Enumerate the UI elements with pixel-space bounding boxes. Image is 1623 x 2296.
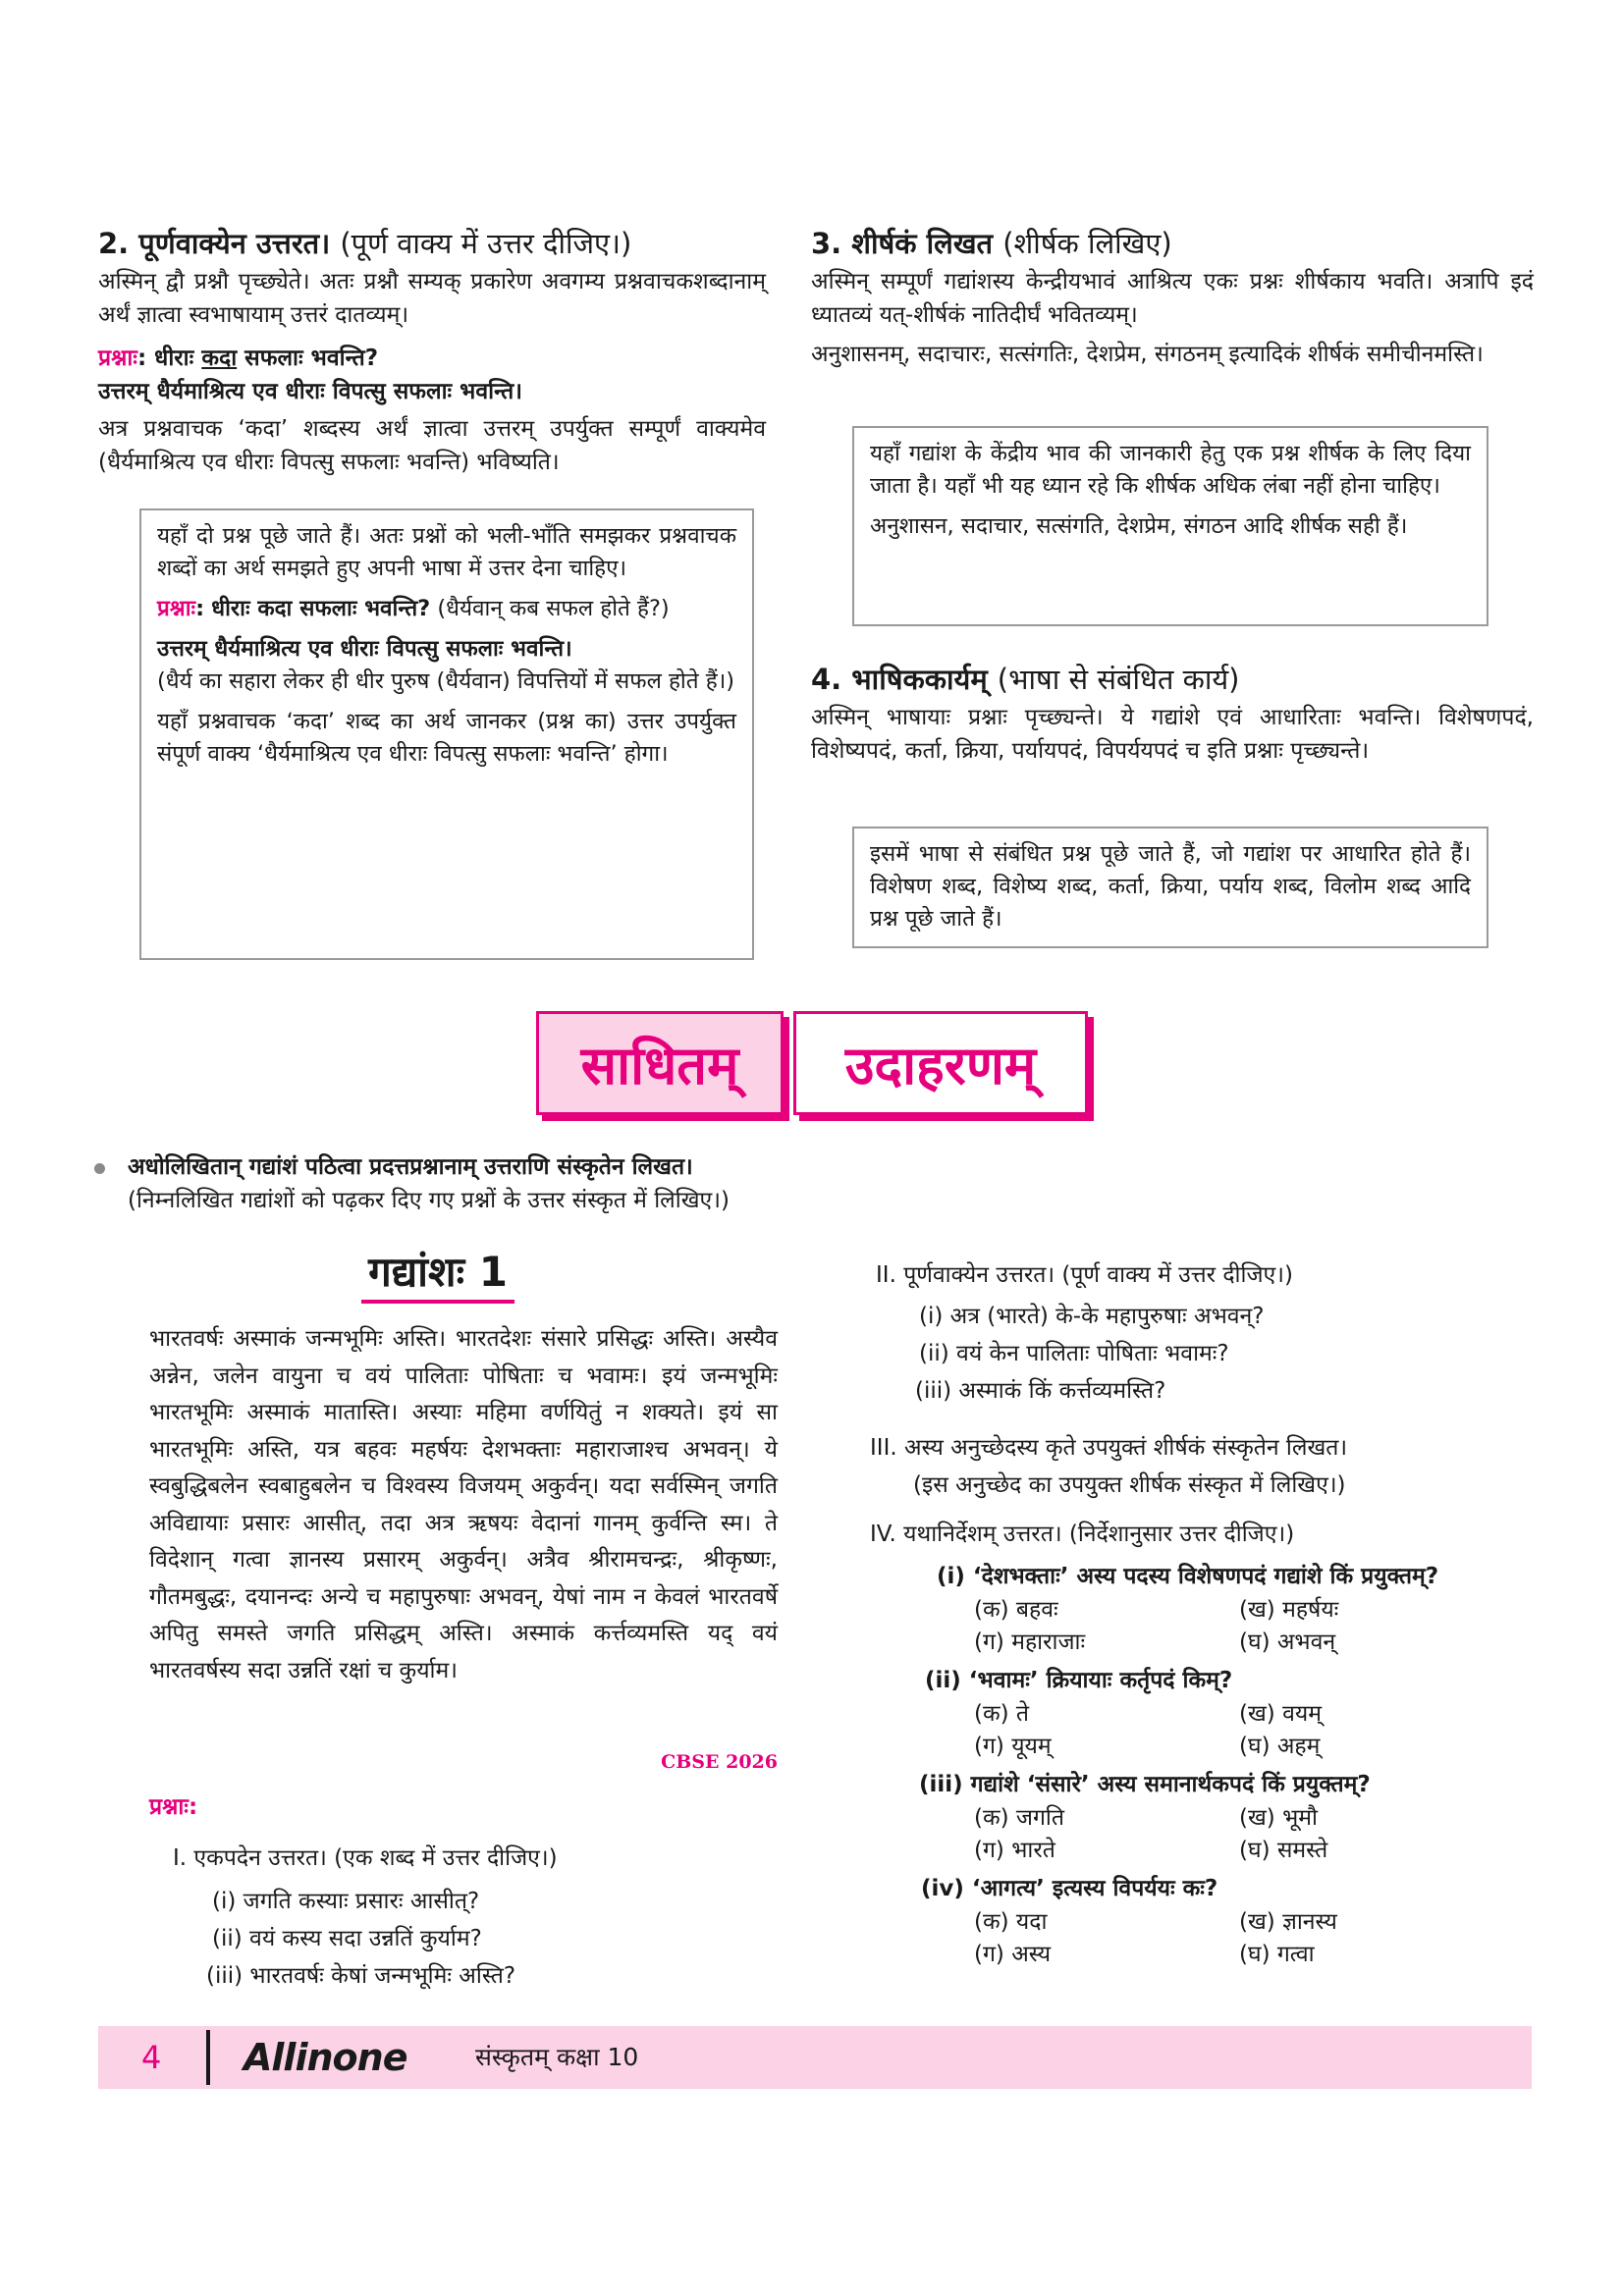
section-2-intro: अस्मिन् द्वौ प्रश्नौ पृच्छ्येते। अतः प्रश्नौ सम्यक् प्रकारेण अवगम्य प्रश्नवाचकशब्दानाम् अर्थं ज्ञात्वा स्वभाषायाम् उत्तरं दातव्यम्।	[98, 269, 766, 328]
section-2-explain: अत्र प्रश्नवाचक ‘कदा’ शब्दस्य अर्थं ज्ञात्वा उत्तरम् उपर्युक्त सम्पूर्णं वाक्यमेव (धैर्यमाश्रित्य एव धीराः विपत्सु सफलाः भवन्ति) भविष्यति।	[98, 416, 766, 475]
option: (ख) वयम्	[1239, 1701, 1322, 1727]
box-2-question: प्रश्नाः: धीराः कदा सफलाः भवन्ति? (धैर्यवान् कब सफल होते हैं?)	[157, 596, 670, 621]
option: (क) बहवः	[974, 1597, 1058, 1623]
passage-title: गद्यांशः 1	[361, 1245, 514, 1304]
question-2-item: (i) अत्र (भारते) के-के महापुरुषाः अभवन्?	[919, 1304, 1265, 1329]
option: (ग) महाराजाः	[974, 1629, 1086, 1655]
banner-right: उदाहरणम्	[793, 1011, 1088, 1115]
section-2-heading: 2. पूर्णवाक्येन उत्तरत। (पूर्ण वाक्य में उत्तर दीजिए।)	[98, 227, 632, 260]
instruction-sanskrit: अधोलिखितान् गद्यांशं पठित्वा प्रदत्तप्रश्नानाम् उत्तराणि संस्कृतेन लिखत।	[128, 1154, 693, 1180]
bullet-icon	[94, 1163, 105, 1174]
question-4-heading: IV. यथानिर्देशम् उत्तरत। (निर्देशानुसार उत्तर दीजिए।)	[870, 1522, 1295, 1547]
question-2-heading: II. पूर्णवाक्येन उत्तरत। (पूर्ण वाक्य में उत्तर दीजिए।)	[876, 1262, 1293, 1288]
box-4-para-1: इसमें भाषा से संबंधित प्रश्न पूछे जाते हैं, जो गद्यांश पर आधारित होते हैं। विशेषण शब्द, विशेष्य शब्द, कर्ता, क्रिया, पर्याय शब्द, विलोम शब्द आदि प्रश्न पूछे जाते हैं।	[870, 841, 1471, 932]
page-number: 4	[141, 2039, 162, 2076]
instruction	[94, 1150, 1469, 1217]
option: (ग) यूयम्	[974, 1734, 1052, 1759]
section-3-heading: 3. शीर्षकं लिखत (शीर्षक लिखिए)	[811, 227, 1172, 260]
section-3-hindi-box	[852, 426, 1488, 626]
banner-left: साधितम्	[536, 1011, 784, 1115]
passage-text: भारतवर्षः अस्माकं जन्मभूमिः अस्ति। भारतदेशः संसारे प्रसिद्धः अस्ति। अस्यैव अन्नेन, जलेन वायुना च वयं पालिताः पोषिताः च भवामः। इयं जन्मभूमिः भारतभूमिः अस्माकं मातास्ति। अस्याः महिमा वर्णयितुं न शक्यते। इयं सा भारतभूमिः अस्ति, यत्र बहवः महर्षयः देशभक्ताः महाराजाश्च अभवन्। ये स्वबुद्धिबलेन स्वबाहुबलेन च विश्वस्य विजयम् अकुर्वन्। यदा सर्वस्मिन् जगति अविद्यायाः प्रसारः आसीत्, तदा अत्र ऋषयः वेदानां गानम् कुर्वन्ति स्म। ते विदेशान् गत्वा ज्ञानस्य प्रसारम् अकुर्वन्। अत्रैव श्रीरामचन्द्रः, श्रीकृष्णः, गौतमबुद्धः, दयानन्दः अन्ये च महापुरुषाः अभवन्, येषां नाम न केवलं भारतवर्षे अपितु समस्ते जगति प्रसिद्धम् अस्ति। अस्माकं कर्त्तव्यमस्ति यद् वयं भारतवर्षस्य सदा उन्नतिं रक्षां च कुर्याम।	[149, 1326, 778, 1683]
option: (घ) अहम्	[1239, 1734, 1321, 1759]
brand-logo: Allinone	[243, 2036, 407, 2079]
box-2-para-last: यहाँ प्रश्नवाचक ‘कदा’ शब्द का अर्थ जानकर (प्रश्न का) उत्तर उपर्युक्त संपूर्ण वाक्य ‘धैर्यमाश्रित्य एव धीराः विपत्सु सफलाः भवन्ति’ होगा।	[157, 709, 736, 767]
option: (ग) अस्य	[974, 1942, 1052, 1967]
option: (क) जगति	[974, 1805, 1065, 1831]
question-1-heading: I. एकपदेन उत्तरत। (एक शब्द में उत्तर दीजिए।)	[173, 1845, 558, 1871]
question-1-item: (iii) भारतवर्षः केषां जन्मभूमिः अस्ति?	[206, 1963, 516, 1989]
option: (ख) ज्ञानस्य	[1239, 1909, 1337, 1935]
option: (ख) महर्षयः	[1239, 1597, 1339, 1623]
question-4-item-3: (iii) गद्यांशे ‘संसारे’ अस्य समानार्थकपदं किं प्रयुक्तम्? (क) जगति (ख) भूमौ (ग) भारते (घ) समस्ते	[919, 1767, 1538, 1867]
solved-examples-banner	[536, 1011, 1092, 1115]
instruction-hindi: (निम्नलिखित गद्यांशों को पढ़कर दिए गए प्रश्नों के उत्तर संस्कृत में लिखिए।)	[128, 1188, 730, 1213]
question-1-block	[173, 1840, 558, 1995]
question-4-item-4: (iv) ‘आगत्य’ इत्यस्य विपर्ययः कः? (क) यदा (ख) ज्ञानस्य (ग) अस्य (घ) गत्वा	[921, 1871, 1538, 1971]
section-4-hindi-box	[852, 827, 1488, 948]
question-4-item-1: (i) ‘देशभक्ताः’ अस्य पदस्य विशेषणपदं गद्यांशे किं प्रयुक्तम्? (क) बहवः (ख) महर्षयः (ग) महाराजाः (घ) अभवन्	[937, 1559, 1538, 1659]
question-2-item: (iii) अस्माकं किं कर्त्तव्यमस्ति?	[915, 1378, 1166, 1404]
box-2-para-1: यहाँ दो प्रश्न पूछे जाते हैं। अतः प्रश्नों को भली-भाँति समझकर प्रश्नवाचक शब्दों का अर्थ समझते हुए अपनी भाषा में उत्तर देना चाहिए।	[157, 523, 736, 581]
option: (घ) गत्वा	[1239, 1942, 1315, 1967]
question-1-item: (ii) वयं कस्य सदा उन्नतिं कुर्याम?	[212, 1926, 482, 1951]
option: (घ) समस्ते	[1239, 1838, 1328, 1863]
section-4-para-1: अस्मिन् भाषायाः प्रश्नाः पृच्छ्यन्ते। ये गद्यांशे एवं आधारिताः भवन्ति। विशेषणपदं, विशेष्यपदं, कर्ता, क्रिया, पर्यायपदं, विपर्ययपदं च इति प्रश्नाः पृच्छ्यन्ते।	[811, 705, 1534, 764]
section-2-answer: उत्तरम् धैर्यमाश्रित्य एव धीराः विपत्सु सफलाः भवन्ति।	[98, 379, 523, 404]
question-4-block	[870, 1516, 1538, 1971]
questions-label: प्रश्नाः:	[149, 1794, 198, 1820]
question-4-item-2: (ii) ‘भवामः’ क्रियायाः कर्तृपदं किम्? (क) ते (ख) वयम् (ग) यूयम् (घ) अहम्	[925, 1663, 1538, 1763]
section-3-para-1: अस्मिन् सम्पूर्णं गद्यांशस्य केन्द्रीयभावं आश्रित्य एकः प्रश्नः शीर्षकाय भवति। अत्रापि इदं ध्यातव्यं यत्-शीर्षकं नातिदीर्घं भवितव्यम्।	[811, 269, 1534, 328]
option: (घ) अभवन्	[1239, 1629, 1336, 1655]
passage-source: CBSE 2026	[661, 1751, 778, 1773]
option: (ग) भारते	[974, 1838, 1055, 1863]
box-3-para-2: अनुशासन, सदाचार, सत्संगति, देशप्रेम, संगठन आदि शीर्षक सही हैं।	[870, 513, 1408, 539]
option: (क) यदा	[974, 1909, 1048, 1935]
footer-divider	[206, 2030, 210, 2085]
question-3-hindi: (इस अनुच्छेद का उपयुक्त शीर्षक संस्कृत में लिखिए।)	[913, 1472, 1346, 1498]
page-footer	[98, 2026, 1532, 2089]
section-3-para-2: अनुशासनम्, सदाचारः, सत्संगतिः, देशप्रेम, संगठनम् इत्यादिकं शीर्षकं समीचीनमस्ति।	[811, 342, 1484, 367]
question-2-item: (ii) वयं केन पालिताः पोषिताः भवामः?	[919, 1341, 1229, 1366]
question-1-item: (i) जगति कस्याः प्रसारः आसीत्?	[212, 1889, 480, 1914]
question-3-block	[870, 1429, 1347, 1504]
section-2-question: प्रश्नाः: धीराः कदा सफलाः भवन्ति?	[98, 346, 379, 371]
section-2-hindi-box	[139, 508, 754, 960]
section-2	[98, 224, 766, 479]
box-2-answer-hindi: (धैर्य का सहारा लेकर ही धीर पुरुष (धैर्यवान) विपत्तियों में सफल होते हैं।)	[157, 668, 734, 694]
section-4	[811, 660, 1534, 768]
footer-subject: संस्कृतम् कक्षा 10	[475, 2043, 639, 2071]
option: (ख) भूमौ	[1239, 1805, 1318, 1831]
option: (क) ते	[974, 1701, 1030, 1727]
question-2-block	[876, 1256, 1293, 1410]
section-4-heading: 4. भाषिककार्यम् (भाषा से संबंधित कार्य)	[811, 663, 1240, 696]
box-3-para-1: यहाँ गद्यांश के केंद्रीय भाव की जानकारी हेतु एक प्रश्न शीर्षक के लिए दिया जाता है। यहाँ भी यह ध्यान रहे कि शीर्षक अधिक लंबा नहीं होना चाहिए।	[870, 441, 1471, 499]
section-3	[811, 224, 1534, 371]
box-2-answer: उत्तरम् धैर्यमाश्रित्य एव धीराः विपत्सु सफलाः भवन्ति।	[157, 636, 572, 662]
question-3-heading: III. अस्य अनुच्छेदस्य कृते उपयुक्तं शीर्षकं संस्कृतेन लिखत।	[870, 1435, 1348, 1461]
